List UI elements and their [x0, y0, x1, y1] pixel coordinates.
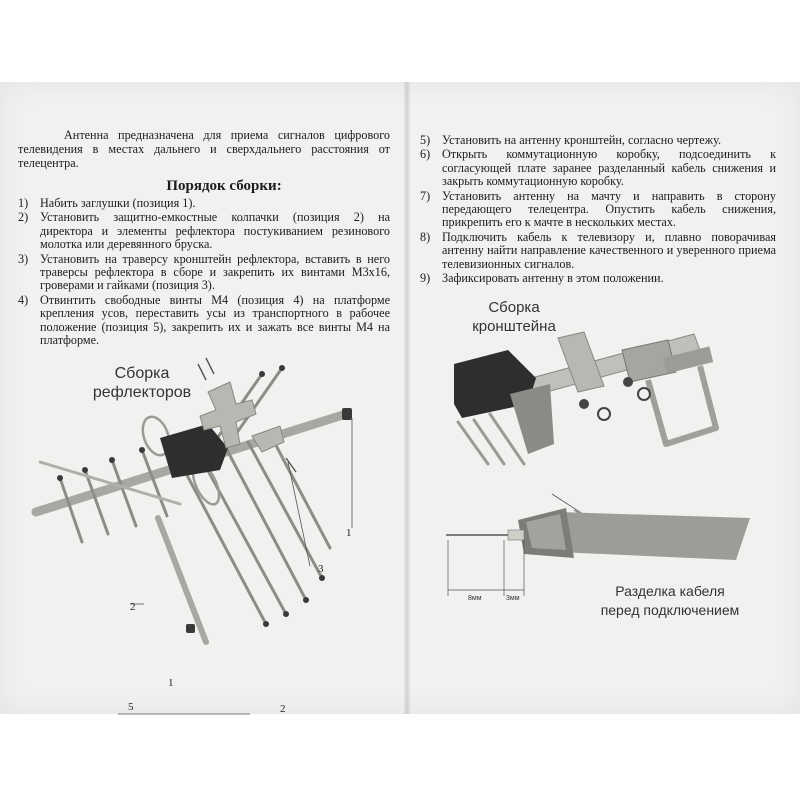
intro-paragraph: Антенна предназначена для приема сигналов цифрового телевидения в местах дальнего и сверхдальнего расстояния от телецентра.: [18, 128, 390, 170]
bracket-assembly-drawing: [454, 294, 754, 464]
step-item: 8) Подключить кабель к телевизору и, плавно поворачивая антенну найти направление качественного и уверенного приема телевизионных сигналов.: [420, 229, 776, 271]
step-item: 5) Установить на антенну кронштейн, согласно чертежу.: [420, 133, 721, 147]
right-column: [420, 134, 776, 286]
step-item: 4) Отвинтить свободные винты М4 (позиция 4) на платформе крепления усов, переставить усы из транспортного в рабочее положение (позиция 5), закрепить их и зажать все винты М4 на платформе.: [18, 292, 390, 348]
cable-caption: Разделка кабеля перед подключением: [600, 583, 740, 618]
bracket-caption: Сборка кронштейна: [472, 299, 556, 335]
step-item: 2) Установить защитно-емкостные колпачки (позиция 2) на директора и элементы рефлектора постукиванием резинового молотка или деревянного бруска.: [18, 210, 390, 252]
part-label-1: 1: [346, 527, 352, 539]
step-item: 3) Установить на траверсу кронштейн рефлектора, вставить в него траверсы рефлектора в сборе и закрепить их винтами М3х16, гроверами и гайками (позиция 3).: [18, 251, 390, 293]
part-label-5: 5: [128, 701, 134, 713]
step-item: 6) Открыть коммутационную коробку, подсоединить к согласующей плате заранее разделанный кабель снижения и закрыть коммутационную коробку.: [420, 147, 776, 189]
page-fold: [404, 82, 410, 714]
reflector-caption: Сборка рефлекторов: [92, 365, 192, 401]
left-column: [18, 128, 390, 348]
instruction-sheet: [0, 82, 800, 714]
left-steps-list: [18, 197, 390, 347]
reflector-assembly-drawing: [30, 352, 370, 715]
dimension-8mm: 8мм: [468, 595, 482, 602]
part-label-1b: 1: [168, 677, 174, 689]
part-label-2: 2: [130, 601, 136, 613]
part-label-3: 3: [318, 563, 324, 575]
right-steps-list: [420, 134, 776, 285]
part-label-2b: 2: [280, 703, 286, 715]
step-item: 7) Установить антенну на мачту и направить в сторону передающего телецентра. Опустить кабель снижения, прикрепить его к мачте в нескольких местах.: [420, 188, 776, 230]
assembly-heading: Порядок сборки:: [166, 178, 282, 194]
dimension-3mm: 3мм: [506, 595, 520, 602]
step-item: 9) Зафиксировать антенну в этом положении.: [420, 271, 664, 286]
step-item: 1) Набить заглушки (позиция 1).: [18, 196, 196, 210]
